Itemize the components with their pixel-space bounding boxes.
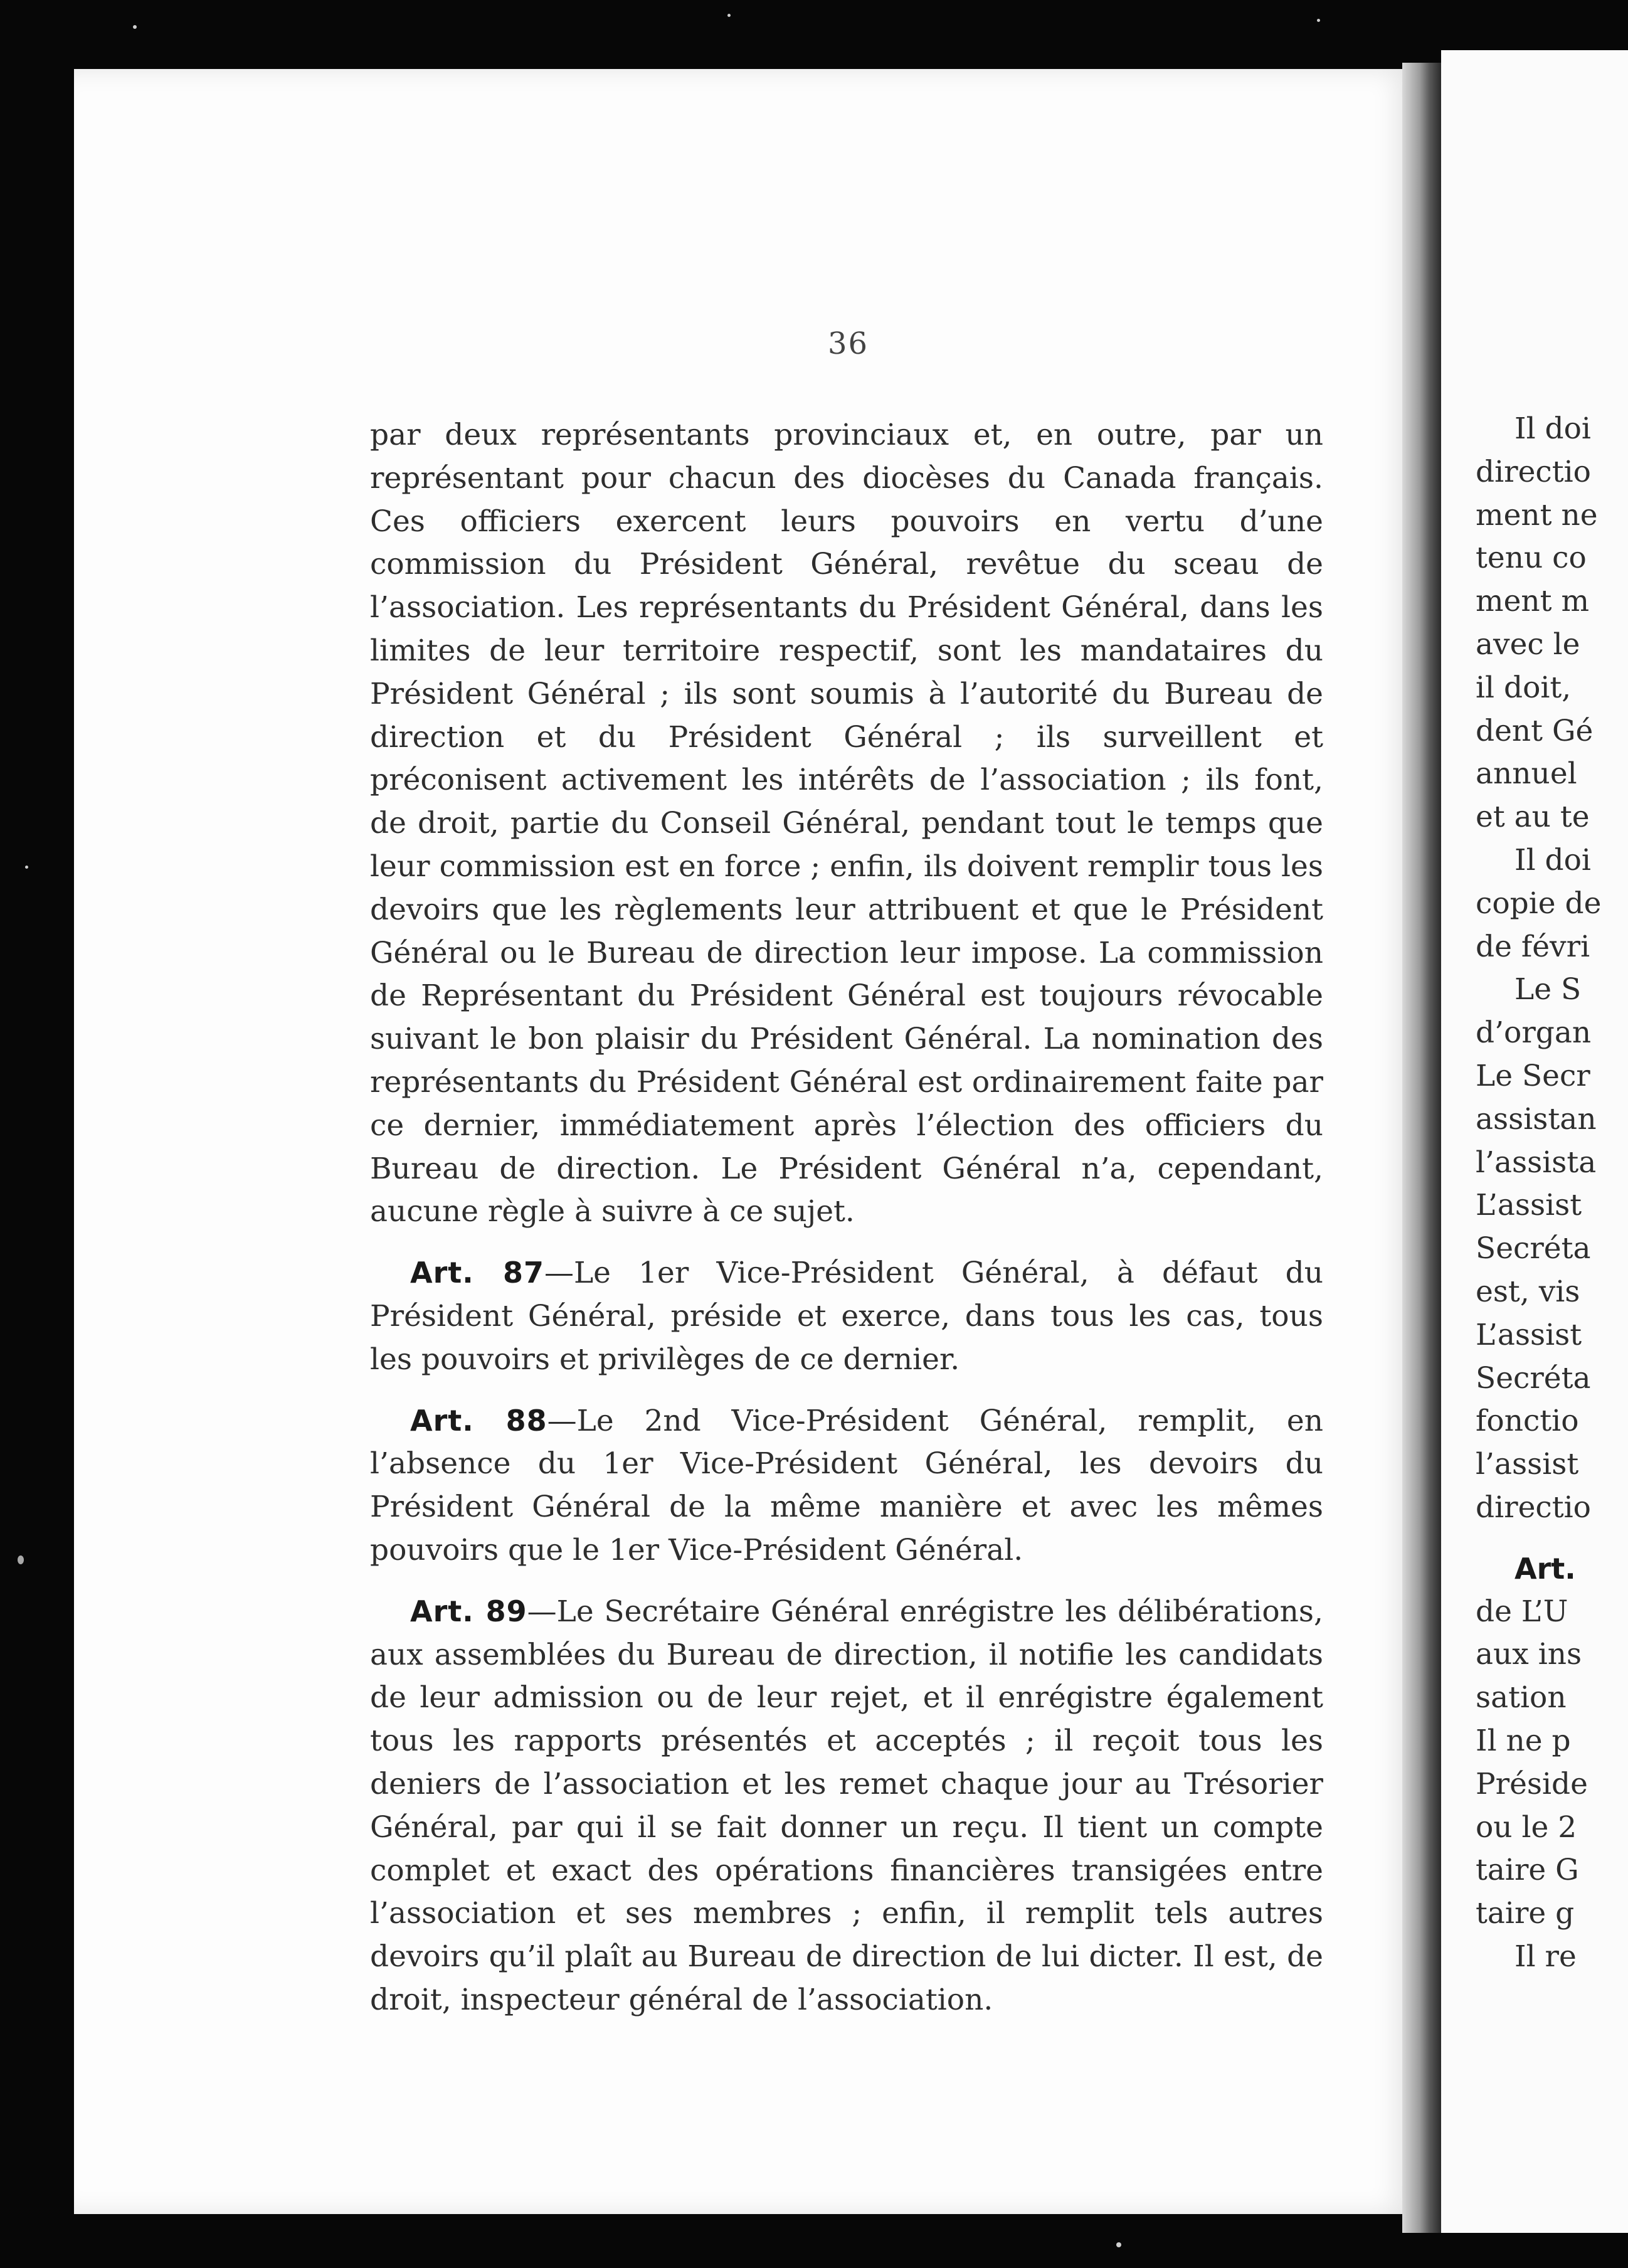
right-page-line: ou le 2 — [1476, 1810, 1577, 1845]
right-page-line: Il doi — [1514, 842, 1591, 877]
right-page-line: taire G — [1476, 1853, 1579, 1888]
right-page-line: Le S — [1514, 972, 1582, 1007]
right-page-line: ment ne — [1476, 497, 1598, 533]
article-separator: — — [547, 1403, 577, 1438]
right-page-line: et au te — [1476, 800, 1590, 835]
article-text: Le 2nd Vice-Président Général, remplit, en l’absence du 1er Vice-Président Général, les devoirs du Président Général de la même manière et avec les mêmes pouvoirs que le 1er Vice-Président Général. — [370, 1403, 1323, 1567]
right-page-line: fonctio — [1476, 1404, 1579, 1439]
right-page-line: Préside — [1476, 1766, 1588, 1801]
right-page-line: Secréta — [1476, 1231, 1591, 1266]
scan-speck — [25, 866, 28, 869]
right-page-partial — [1441, 50, 1628, 2233]
right-page-line: Il re — [1514, 1939, 1577, 1974]
right-page-line: d’organ — [1476, 1015, 1592, 1051]
right-page-line: Art. — [1514, 1551, 1576, 1586]
right-page-line: il doit, — [1476, 670, 1572, 705]
right-page-line: annuel — [1476, 756, 1577, 792]
right-page-line: copie de — [1476, 886, 1602, 921]
right-page-line: avec le — [1476, 627, 1580, 662]
right-page-line: Le Secr — [1476, 1058, 1590, 1093]
article-separator: — — [544, 1256, 574, 1291]
page-number: 36 — [828, 326, 869, 361]
scan-speck — [727, 14, 731, 17]
right-page-line: l’assist — [1476, 1447, 1579, 1482]
article-text: Le 1er Vice-Président Général, à défaut du Président Général, préside et exerce, dans tous les cas, tous les pouvoirs et privilèges de ce dernier. — [370, 1256, 1323, 1377]
scan-speck — [18, 1555, 24, 1564]
right-page-line: L’assist — [1476, 1188, 1582, 1223]
article-89 — [370, 1590, 1323, 2022]
right-page-line: est, vis — [1476, 1274, 1580, 1309]
right-page-line: directio — [1476, 1490, 1591, 1525]
article-text: Le Secrétaire Général enrégistre les délibérations, aux assemblées du Bureau de direction, il notifie les candidats de leur admission ou de leur rejet, et il enrégistre également tous les rapports présentés et acceptés ; il reçoit tous les deniers de l’association et les remet chaque jour au Trésorier Général, par qui il se fait donner un reçu. Il tient un compte complet et exact des opérations financières transigées entre l’association et ses membres ; enfin, il remplit tels autres devoirs qu’il plaît au Bureau de direction de lui dicter. Il est, de droit, inspecteur général de l’association. — [370, 1594, 1323, 2017]
article-88 — [370, 1399, 1323, 1572]
article-label: Art. 87 — [410, 1256, 544, 1290]
right-page-line: tenu co — [1476, 541, 1587, 576]
right-page-line: l’assista — [1476, 1145, 1597, 1180]
right-page-line: de févri — [1476, 929, 1590, 964]
right-page-line: ment m — [1476, 584, 1590, 619]
article-label: Art. 88 — [410, 1403, 547, 1438]
article-87 — [370, 1251, 1323, 1381]
page-gutter — [1402, 63, 1441, 2233]
right-page-line: directio — [1476, 454, 1591, 489]
right-page-line: Secréta — [1476, 1360, 1591, 1396]
right-page-line: Il ne p — [1476, 1723, 1571, 1758]
right-page-text — [1476, 408, 1628, 1979]
right-page-line: aux ins — [1476, 1637, 1582, 1672]
opening-paragraph: par deux représentants provinciaux et, en outre, par un représentant pour chacun des diocèses du Canada français. Ces officiers exercent leurs pouvoirs en vertu d’une commission du Président Général, revêtue du sceau de l’association. Les représentants du Président Général, dans les limites de leur territoire respectif, sont les mandataires du Président Général ; ils sont soumis à l’autorité du Bureau de direction et du Président Général ; ils surveillent et préconisent activement les intérêts de l’association ; ils font, de droit, partie du Conseil Général, pendant tout le temps que leur commission est en force ; enfin, ils doivent remplir tous les devoirs que les règlements leur attribuent et que le Président Général ou le Bureau de direction leur impose. La commission de Représentant du Président Général est toujours révocable suivant le bon plaisir du Président Général. La nomination des représentants du Président Général est ordinairement faite par ce dernier, immédiatement après l’élection des officiers du Bureau de direction. Le Président Général n’a, cependant, aucune règle à suivre à ce sujet. — [370, 418, 1323, 1229]
scan-speck — [1317, 19, 1320, 22]
article-label: Art. 89 — [410, 1594, 527, 1628]
right-page-line: L’assist — [1476, 1317, 1582, 1352]
right-page-line: taire g — [1476, 1896, 1575, 1931]
right-page-line: assistan — [1476, 1101, 1597, 1137]
scan-speck — [1116, 2242, 1121, 2247]
article-separator: — — [527, 1594, 557, 1629]
left-page-body — [370, 414, 1323, 2040]
right-page-line: de L’U — [1476, 1594, 1568, 1629]
scan-speck — [133, 25, 137, 29]
right-page-line: dent Gé — [1476, 713, 1594, 748]
right-page-line: Il doi — [1514, 411, 1591, 446]
right-page-line: sation — [1476, 1680, 1567, 1715]
